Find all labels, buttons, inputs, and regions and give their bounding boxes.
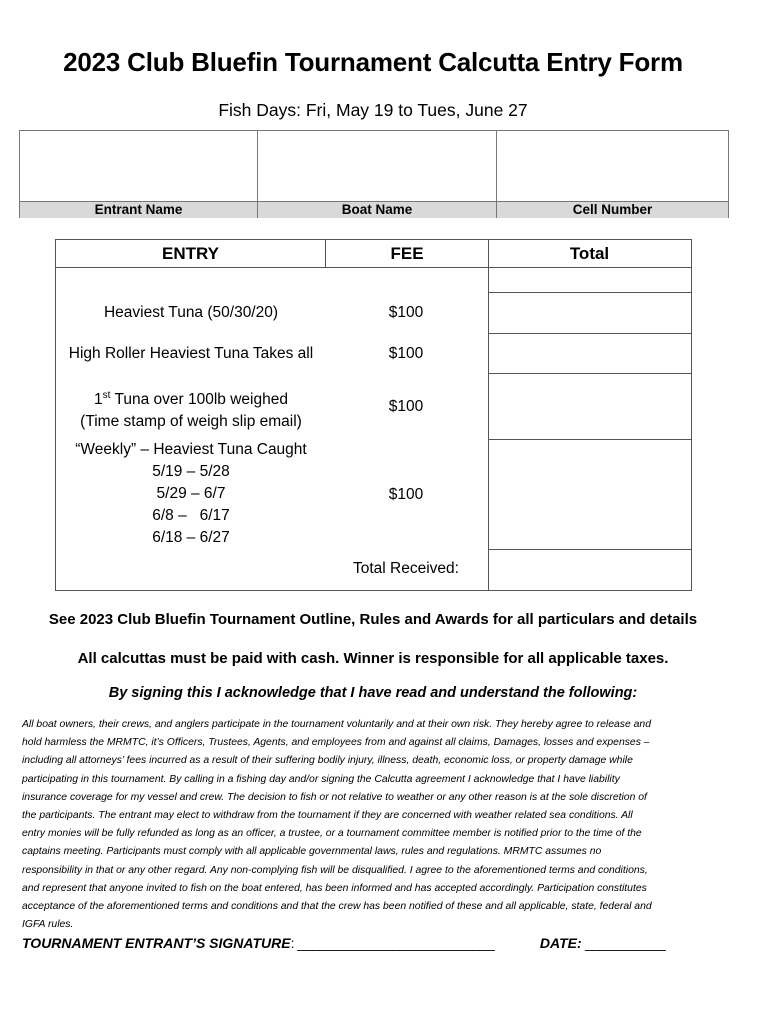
entrant-info-table <box>19 130 729 218</box>
entry-header: ENTRY <box>162 244 219 263</box>
total-row-rule <box>488 549 691 550</box>
entry-weekly-heaviest <box>56 439 326 549</box>
legal-line: insurance coverage for my vessel and crew. The decision to fish or not relative to weather or any other reason is at the sole discretion of <box>22 791 647 803</box>
fee-heaviest-tuna: $100 <box>388 304 424 321</box>
legal-line: the participants. The entrant may elect to withdraw from the tournament if they are concerned with weather related sea conditions. All <box>22 810 633 822</box>
date-label: DATE: <box>539 935 582 951</box>
entrant-name-field[interactable] <box>20 131 258 201</box>
weekly-date-range: 6/18 – 6/27 <box>152 529 230 546</box>
total-header: Total <box>569 244 610 263</box>
entry-first-tuna-line2: (Time stamp of weigh slip email) <box>80 413 302 431</box>
cell-number-label: Cell Number <box>572 202 653 217</box>
fee-weekly-heaviest: $100 <box>388 486 424 503</box>
boat-name-field[interactable] <box>258 131 497 201</box>
entry-heaviest-tuna: Heaviest Tuna (50/30/20) <box>103 304 279 321</box>
legal-line: entry monies will be fully refunded as long as an officer, a trustee, or a tournament committee member is notified prior to the time of the <box>22 828 642 840</box>
weekly-date-range: 5/29 – 6/7 <box>156 485 226 502</box>
legal-line: hold harmless the MRMTC, it’s Officers, Trustees, Agents, and employees from and against all claims, Damages, losses and expenses – <box>22 737 650 749</box>
header-divider <box>325 240 326 267</box>
signature-label: TOURNAMENT ENTRANT’S SIGNATURE <box>22 935 291 951</box>
entry-weekly-title: “Weekly” – Heaviest Tuna Caught <box>75 441 307 458</box>
legal-line: including all attorneys’ fees incurred as a result of their suffering bodily injury, illness, death, economic loss, or property damage while <box>22 755 633 767</box>
legal-terms <box>22 716 734 934</box>
legal-line: captains meeting. Participants must comply with all applicable governmental laws, rules and regulations. MRMTC assumes no <box>22 846 602 858</box>
date-line[interactable]: ___________ <box>581 935 666 951</box>
entry-fee-table <box>55 239 692 591</box>
total-row-rule <box>488 373 691 374</box>
legal-line: All boat owners, their crews, and anglers participate in the tournament voluntarily and at their own risk. They hereby agree to release and <box>22 719 651 730</box>
entrant-name-label: Entrant Name <box>20 202 258 218</box>
cash-notice: All calcuttas must be paid with cash. Winner is responsible for all applicable taxes. <box>77 650 669 667</box>
entry-high-roller: High Roller Heaviest Tuna Takes all <box>68 345 314 362</box>
entry-first-tuna-sup: st <box>102 390 111 401</box>
acknowledgement-heading: By signing this I acknowledge that I have read and understand the following: <box>108 685 638 701</box>
total-row-rule <box>488 333 691 334</box>
fee-header: FEE <box>390 244 424 263</box>
boat-name-label: Boat Name <box>258 202 497 218</box>
total-received-label: Total Received: <box>353 560 459 577</box>
entry-first-tuna-rest: Tuna over 100lb weighed <box>110 391 288 409</box>
cell-number-field[interactable] <box>497 131 728 201</box>
form-title: 2023 Club Bluefin Tournament Calcutta Entry Form <box>63 47 683 77</box>
fee-high-roller: $100 <box>388 345 424 362</box>
fish-days-subtitle: Fish Days: Fri, May 19 to Tues, June 27 <box>218 100 528 120</box>
entry-first-tuna-100lb <box>56 385 326 433</box>
signature-colon: : <box>290 935 294 951</box>
legal-line: participating in this tournament. By calling in a fishing day and/or signing the Calcutta agreement I acknowledge that I have liability <box>22 773 620 785</box>
signature-line[interactable]: ___________________________ <box>293 935 495 951</box>
legal-line: IGFA rules. <box>22 919 74 931</box>
legal-line: acceptance of the aforementioned terms and conditions and that the crew has been notified of these and all applicable, state, federal and <box>22 901 652 913</box>
entry-first-tuna-prefix: 1 <box>94 391 103 409</box>
fee-first-tuna-100lb: $100 <box>388 398 424 415</box>
info-label-row <box>20 201 728 218</box>
legal-line: responsibility in that or any other regard. Any non-complying fish will be disqualified. I agree to the aforementioned terms and conditions, <box>22 864 648 876</box>
total-row-rule <box>488 292 691 293</box>
header-rule <box>56 267 691 268</box>
rules-notice: See 2023 Club Bluefin Tournament Outline, Rules and Awards for all particulars and details <box>48 611 698 628</box>
weekly-date-range: 6/8 – 6/17 <box>152 507 230 524</box>
total-row-rule <box>488 439 691 440</box>
weekly-date-range: 5/19 – 5/28 <box>152 463 230 480</box>
legal-line: and represent that anyone invited to fish on the boat entered, has been informed and has accepted accordingly. Participation constitutes <box>22 882 647 894</box>
signature-row <box>22 935 734 951</box>
